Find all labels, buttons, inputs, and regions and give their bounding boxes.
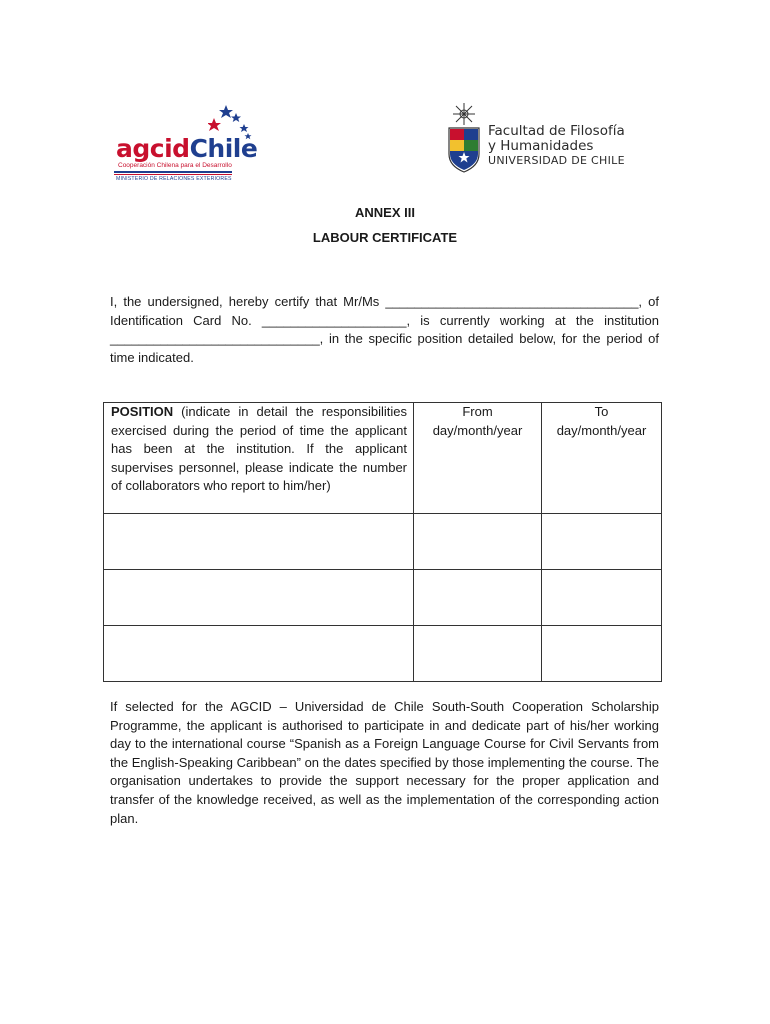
annex-heading: ANNEX III bbox=[355, 205, 415, 220]
position-cell[interactable] bbox=[104, 514, 414, 570]
agcid-wordmark bbox=[116, 134, 257, 163]
agcid-logo bbox=[106, 104, 256, 184]
position-cell[interactable] bbox=[104, 570, 414, 626]
certification-paragraph: I, the undersigned, hereby certify that Mr/Ms ___________________________________, of Identification Card No. ____________________, is currently working at the institution _____________________________, in the specific position detailed below, for the period of time indicated. bbox=[110, 294, 659, 365]
position-table bbox=[103, 402, 662, 682]
position-header-text bbox=[104, 403, 413, 496]
to-date-cell[interactable] bbox=[542, 570, 662, 626]
to-date-cell[interactable] bbox=[542, 626, 662, 682]
agcid-ministry: MINISTERIO DE RELACIONES EXTERIORES bbox=[116, 176, 232, 182]
agcid-wordmark-agcid: agcid bbox=[116, 134, 190, 163]
from-date-cell[interactable] bbox=[414, 570, 542, 626]
from-header-cell bbox=[414, 403, 542, 514]
uchile-faculty-line1: Facultad de Filosofía bbox=[488, 123, 625, 139]
from-format: day/month/year bbox=[432, 422, 523, 438]
table-row bbox=[104, 570, 662, 626]
to-header-cell bbox=[542, 403, 662, 514]
from-date-cell[interactable] bbox=[414, 626, 542, 682]
uchile-logo bbox=[444, 102, 644, 177]
position-header-cell bbox=[104, 403, 414, 514]
position-header-instructions: (indicate in detail the responsibilities exercised during the period of time the applicant has been at the institution. If the applicant supervises personnel, please indicate the number of collaborators who report to him/her) bbox=[111, 404, 407, 494]
table-header-row bbox=[104, 403, 662, 514]
uchile-wordmark bbox=[488, 124, 625, 168]
position-cell[interactable] bbox=[104, 626, 414, 682]
agcid-wordmark-chile: Chile bbox=[189, 134, 258, 163]
to-format: day/month/year bbox=[556, 422, 647, 438]
divider bbox=[114, 174, 232, 175]
uchile-faculty-line2: y Humanidades bbox=[488, 138, 594, 154]
from-date-cell[interactable] bbox=[414, 514, 542, 570]
from-label: From bbox=[462, 404, 493, 419]
position-header-bold: POSITION bbox=[111, 404, 174, 419]
divider bbox=[114, 171, 232, 173]
to-date-cell[interactable] bbox=[542, 514, 662, 570]
uchile-university-name: UNIVERSIDAD DE CHILE bbox=[488, 154, 625, 167]
agcid-tagline: Cooperación Chilena para el Desarrollo bbox=[118, 162, 232, 169]
table-row bbox=[104, 514, 662, 570]
selection-note-paragraph: If selected for the AGCID – Universidad de Chile South-South Cooperation Scholarship Programme, the applicant is authorised to participate in and dedicate part of his/her working day to the international course “Spanish as a Foreign Language Course for Civil Servants from the English-Speaking Caribbean” on the dates specified by those implementing the course. The organisation undertakes to provide the support necessary for the proper application and transfer of the knowledge received, as well as the implementation of the corresponding action plan. bbox=[110, 699, 659, 826]
document-title: LABOUR CERTIFICATE bbox=[312, 230, 458, 245]
to-label: To bbox=[594, 404, 609, 419]
table-row bbox=[104, 626, 662, 682]
university-crest-icon bbox=[446, 102, 482, 174]
